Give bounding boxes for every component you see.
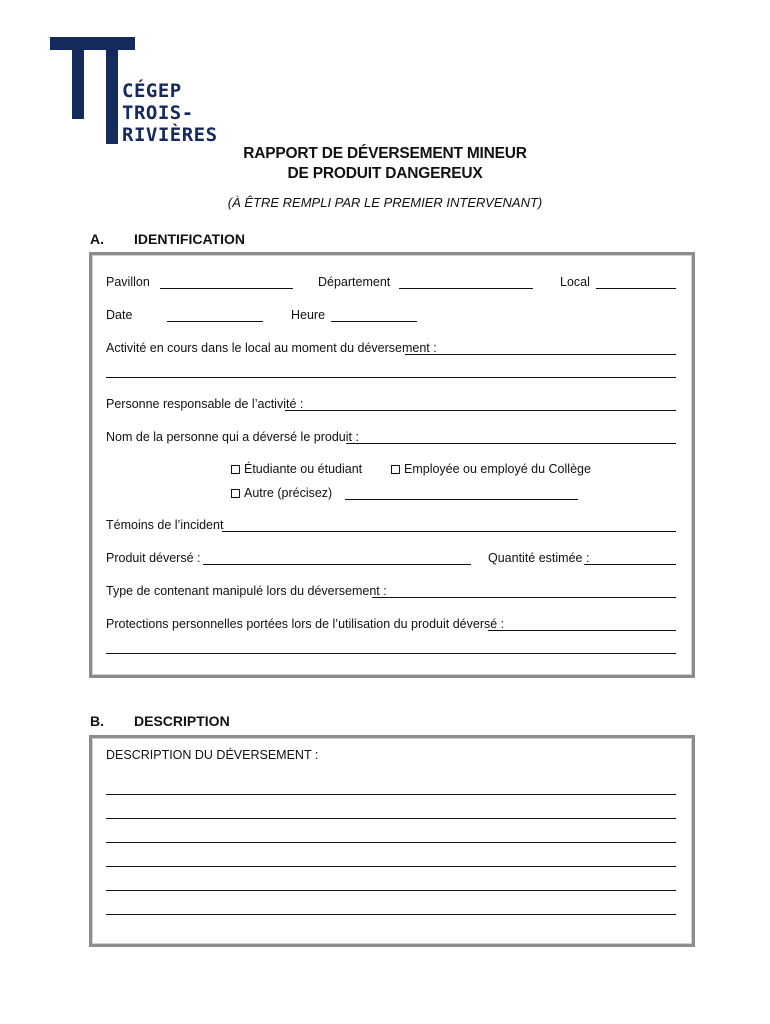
description-line-3[interactable] bbox=[106, 842, 676, 843]
activite-label: Activité en cours dans le local au moment du déversement : bbox=[106, 341, 437, 355]
logo-mark-left-stem bbox=[72, 37, 84, 119]
pavillon-label: Pavillon bbox=[106, 275, 150, 289]
heure-label: Heure bbox=[291, 308, 326, 322]
protections-field[interactable] bbox=[488, 630, 676, 631]
description-line-2[interactable] bbox=[106, 818, 676, 819]
contenant-field[interactable] bbox=[372, 597, 676, 598]
local-field[interactable] bbox=[596, 288, 676, 289]
contenant-label: Type de contenant manipulé lors du déversement : bbox=[106, 584, 387, 598]
logo-mark-top-bar bbox=[50, 37, 135, 50]
etudiant-checkbox[interactable] bbox=[231, 465, 240, 474]
produit-label: Produit déversé : bbox=[106, 551, 201, 565]
section-a-title: IDENTIFICATION bbox=[134, 231, 245, 247]
report-title-line-1: RAPPORT DE DÉVERSEMENT MINEUR bbox=[243, 145, 527, 162]
protections-label: Protections personnelles portées lors de l’utilisation du produit déversé : bbox=[106, 617, 505, 631]
responsable-label: Personne responsable de l’activité : bbox=[106, 397, 304, 411]
produit-field[interactable] bbox=[203, 564, 471, 565]
heure-field[interactable] bbox=[331, 321, 417, 322]
employe-label: Employée ou employé du Collège bbox=[404, 462, 591, 476]
section-b-letter: B. bbox=[90, 713, 104, 729]
logo-line-2: TROIS- bbox=[122, 102, 194, 124]
activite-field-continued[interactable] bbox=[106, 377, 676, 378]
logo-line-1: CÉGEP bbox=[122, 80, 182, 102]
logo-mark-right-stem bbox=[106, 37, 118, 144]
responsable-field[interactable] bbox=[285, 410, 676, 411]
description-line-6[interactable] bbox=[106, 914, 676, 915]
departement-label: Département bbox=[318, 275, 391, 289]
option-autre[interactable] bbox=[231, 486, 332, 500]
personne-field[interactable] bbox=[346, 443, 676, 444]
personne-label: Nom de la personne qui a déversé le produit : bbox=[106, 430, 359, 444]
activite-field[interactable] bbox=[405, 354, 676, 355]
employe-checkbox[interactable] bbox=[391, 465, 400, 474]
description-line-5[interactable] bbox=[106, 890, 676, 891]
section-b-title: DESCRIPTION bbox=[134, 713, 230, 729]
temoins-field[interactable] bbox=[222, 531, 676, 532]
option-employe[interactable] bbox=[391, 462, 591, 476]
autre-label: Autre (précisez) bbox=[244, 486, 333, 500]
college-logo bbox=[50, 37, 225, 152]
description-label: DESCRIPTION DU DÉVERSEMENT : bbox=[106, 748, 319, 762]
etudiant-label: Étudiante ou étudiant bbox=[244, 462, 363, 476]
quantite-field[interactable] bbox=[584, 564, 676, 565]
autre-field[interactable] bbox=[345, 499, 578, 500]
departement-field[interactable] bbox=[399, 288, 533, 289]
date-label: Date bbox=[106, 308, 133, 322]
autre-checkbox[interactable] bbox=[231, 489, 240, 498]
description-line-4[interactable] bbox=[106, 866, 676, 867]
section-a-letter: A. bbox=[90, 231, 104, 247]
description-line-1[interactable] bbox=[106, 794, 676, 795]
temoins-label: Témoins de l’incident bbox=[106, 518, 224, 532]
pavillon-field[interactable] bbox=[160, 288, 293, 289]
date-field[interactable] bbox=[167, 321, 263, 322]
protections-field-continued[interactable] bbox=[106, 653, 676, 654]
report-subtitle: (À ÊTRE REMPLI PAR LE PREMIER INTERVENANT) bbox=[227, 195, 543, 210]
logo-line-3: RIVIÈRES bbox=[122, 124, 218, 146]
quantite-label: Quantité estimée : bbox=[488, 551, 590, 565]
report-title-line-2: DE PRODUIT DANGEREUX bbox=[287, 165, 483, 182]
description-box bbox=[89, 735, 695, 947]
option-etudiant[interactable] bbox=[231, 462, 362, 476]
local-label: Local bbox=[560, 275, 590, 289]
